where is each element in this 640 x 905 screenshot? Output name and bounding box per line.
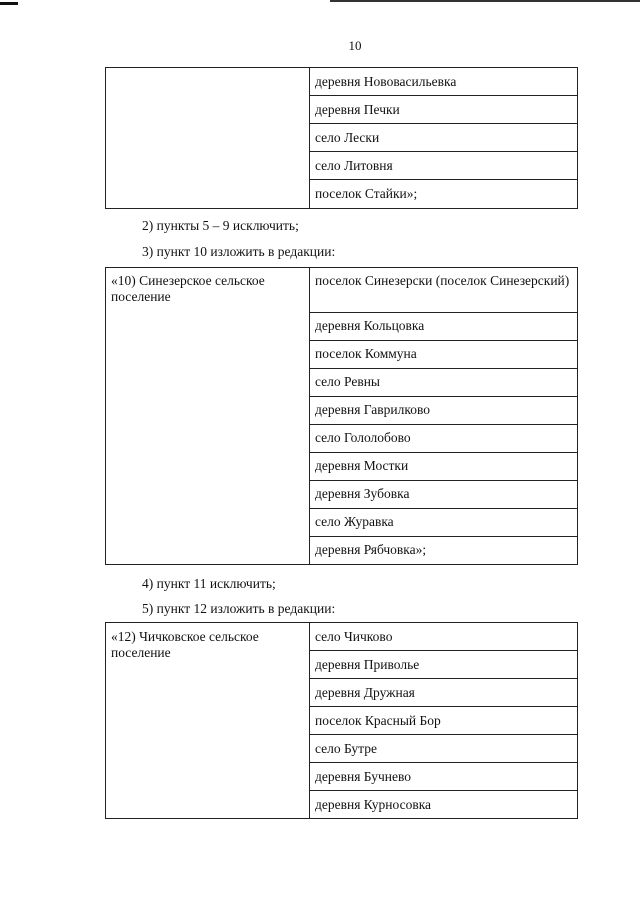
municipality-name-cell: «12) Чичковское сельское поселение: [106, 623, 310, 819]
table-row: [106, 68, 578, 96]
settlement-cell: деревня Нововасильевка: [310, 68, 578, 96]
settlement-cell: село Ревны: [310, 369, 578, 397]
settlement-cell: деревня Бучнево: [310, 763, 578, 791]
settlement-cell: село Журавка: [310, 509, 578, 537]
settlement-cell: деревня Мостки: [310, 453, 578, 481]
paragraph-item-4: 4) пункт 11 исключить;: [142, 576, 276, 591]
settlement-cell: село Чичково: [310, 623, 578, 651]
paragraph-item-3: 3) пункт 10 изложить в редакции:: [142, 244, 336, 259]
page-number: 10: [348, 38, 362, 53]
settlement-cell: село Лески: [310, 124, 578, 152]
settlement-cell: деревня Зубовка: [310, 481, 578, 509]
settlement-cell: деревня Гаврилково: [310, 397, 578, 425]
settlement-cell: деревня Кольцовка: [310, 313, 578, 341]
settlement-cell: деревня Приволье: [310, 651, 578, 679]
paragraph-item-2: 2) пункты 5 – 9 исключить;: [142, 218, 299, 233]
settlement-cell: поселок Красный Бор: [310, 707, 578, 735]
settlement-cell: село Литовня: [310, 152, 578, 180]
scan-edge-mark-right: [330, 0, 640, 2]
municipality-name-cell: [106, 68, 310, 209]
settlement-cell: поселок Синезерски (поселок Синезерский): [310, 268, 578, 313]
settlement-cell: поселок Коммуна: [310, 341, 578, 369]
settlements-table-continued: [105, 67, 578, 209]
settlement-cell: деревня Курносовка: [310, 791, 578, 819]
table-row: [106, 268, 578, 313]
paragraph-item-5: 5) пункт 12 изложить в редакции:: [142, 601, 336, 616]
table-row: [106, 623, 578, 651]
municipality-name-cell: «10) Синезерское сельское поселение: [106, 268, 310, 565]
settlement-cell: деревня Рябчовка»;: [310, 537, 578, 565]
settlement-cell: поселок Стайки»;: [310, 180, 578, 209]
settlement-cell: село Бутре: [310, 735, 578, 763]
settlement-cell: село Гололобово: [310, 425, 578, 453]
sinezerskoe-settlement-table: [105, 267, 578, 565]
scan-edge-mark-left: [0, 2, 18, 5]
settlement-cell: деревня Печки: [310, 96, 578, 124]
settlement-cell: деревня Дружная: [310, 679, 578, 707]
chichkovskoe-settlement-table: [105, 622, 578, 819]
scan-edge-mark: [0, 0, 640, 4]
